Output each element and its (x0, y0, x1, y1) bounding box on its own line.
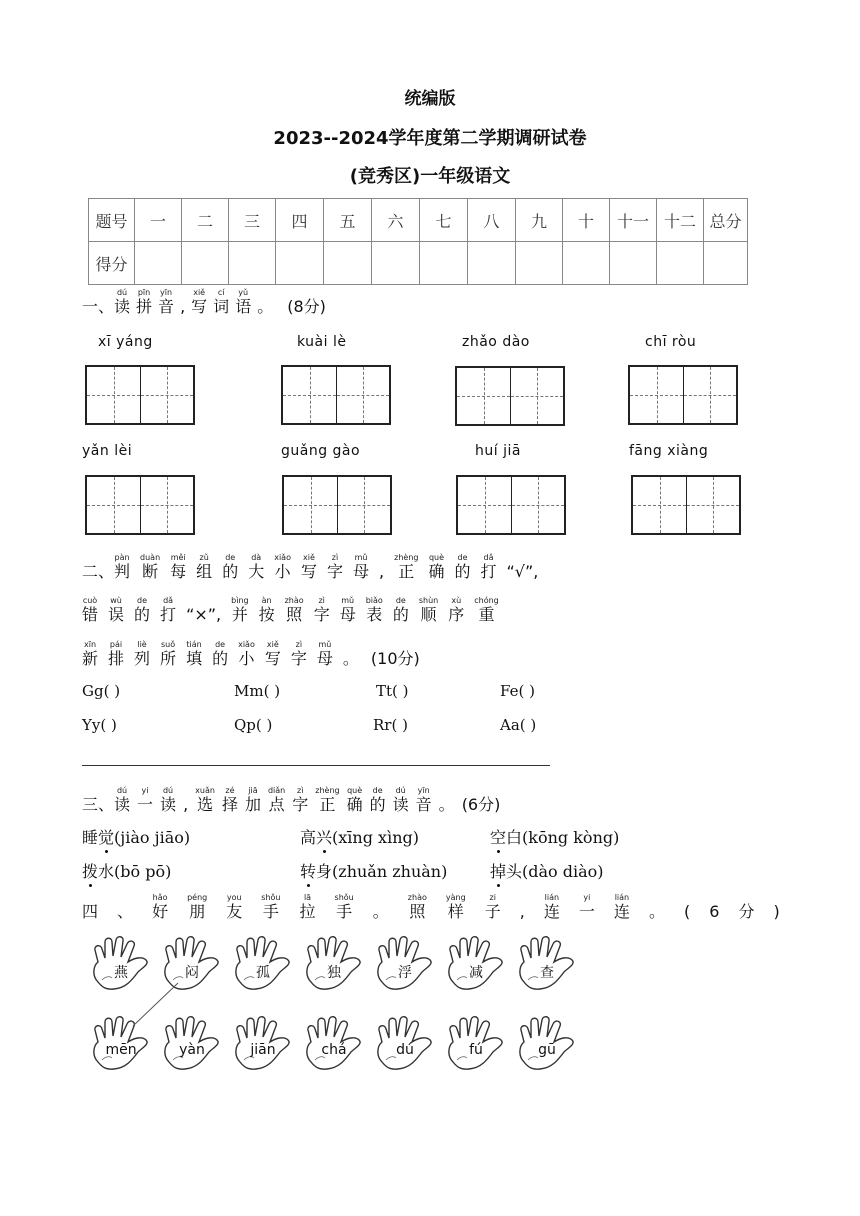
pinyin-char: měi 每 (170, 553, 187, 581)
edition-label: 统编版 (404, 89, 456, 109)
pinyin-char: duàn 断 (140, 553, 161, 581)
pinyin-char: què 确 (428, 553, 445, 581)
pinyin-char: 。 (342, 649, 359, 668)
writing-grid-8[interactable] (631, 475, 741, 535)
pinyin-char: bìng 并 (231, 596, 249, 624)
exam-subtitle: (竞秀区)一年级语文 (349, 166, 511, 187)
score-cell-12[interactable] (657, 242, 704, 285)
pinyin-char: zhèng 正 (315, 786, 340, 814)
pinyin-char: lián 连 (543, 893, 560, 921)
pinyin-char: pái 排 (108, 640, 125, 668)
pinyin-char: de 的 (454, 553, 471, 581)
score-table-header-row (89, 199, 748, 242)
pinyin-hand-label: dú (396, 1042, 414, 1058)
score-table (88, 198, 748, 285)
pinyin-char: pàn 判 (114, 553, 131, 581)
writing-grid-4[interactable] (628, 365, 738, 425)
score-table-col-4: 四 (276, 199, 324, 242)
pinyin-char: shǒu 手 (334, 893, 354, 921)
score-table-row1-label: 题号 (89, 199, 135, 242)
pinyin-char: shùn 顺 (418, 596, 439, 624)
pinyin-char: yi 一 (137, 786, 154, 814)
pinyin-char: dú 读 (114, 288, 131, 316)
pinyin-hand[interactable] (303, 1016, 365, 1074)
pinyin-char: 分 (738, 902, 755, 921)
pinyin-char: , (379, 562, 385, 581)
character-hand[interactable] (161, 936, 223, 994)
q3-score: (6分) (461, 795, 501, 814)
pinyin-char: yi 一 (578, 893, 595, 921)
pinyin-char: lā 拉 (299, 893, 316, 921)
pinyin-hand-label: fú (469, 1042, 483, 1058)
pinyin-char: xiě 写 (264, 640, 281, 668)
pinyin-char: mǔ 母 (316, 640, 333, 668)
pinyin-char: dà 大 (248, 553, 265, 581)
read-item-diaotou[interactable]: 掉头(dào diào) (490, 859, 604, 882)
score-table-col-9: 九 (516, 199, 563, 242)
q3-heading (82, 786, 500, 815)
pinyin-char: zǔ 组 (196, 553, 213, 581)
pinyin-char: hǎo 好 (152, 893, 169, 921)
pinyin-hand[interactable] (90, 1016, 152, 1074)
pinyin-char: mǔ 母 (353, 553, 370, 581)
letter-pair-mm[interactable]: Mm( ) (234, 682, 281, 700)
pinyin-char: àn 按 (258, 596, 275, 624)
pinyin-hand-label: jiān (250, 1042, 276, 1058)
writing-grid-1[interactable] (85, 365, 195, 425)
q1-pinyin-6: guǎng gào (281, 443, 361, 459)
character-hand[interactable] (445, 936, 507, 994)
pinyin-char: chóng 重 (474, 596, 499, 624)
q1-pinyin-4: chī ròu (645, 334, 697, 350)
score-table-col-13: 总分 (704, 199, 748, 242)
pinyin-char: zì 字 (313, 596, 330, 624)
pinyin-char: zhào 照 (407, 893, 427, 921)
pinyin-char: diǎn 点 (267, 786, 286, 814)
pinyin-char: 、 (117, 902, 134, 921)
score-table-col-11: 十一 (610, 199, 657, 242)
score-table-col-8: 八 (468, 199, 516, 242)
q1-pinyin-5: yǎn lèi (82, 443, 133, 459)
pinyin-char: , (519, 902, 525, 921)
score-cell-2[interactable] (182, 242, 229, 285)
answer-line[interactable] (82, 765, 550, 766)
q1-score: (8分) (287, 297, 326, 316)
q4-heading (82, 893, 780, 922)
score-table-col-1: 一 (135, 199, 182, 242)
q1-pinyin-2: kuài lè (297, 334, 347, 350)
score-cell-5[interactable] (324, 242, 372, 285)
pinyin-char: zhèng 正 (394, 553, 419, 581)
letter-pair-tt[interactable]: Tt( ) (376, 682, 409, 700)
pinyin-char: 6 (709, 902, 720, 921)
pinyin-char: cuò 错 (82, 596, 99, 624)
pinyin-char: yīn 音 (158, 288, 175, 316)
pinyin-char: 。 (257, 297, 274, 316)
pinyin-char: zhào 照 (284, 596, 304, 624)
score-table-col-2: 二 (182, 199, 229, 242)
pinyin-char: “√”, (506, 562, 539, 581)
pinyin-char: què 确 (346, 786, 363, 814)
pinyin-char: mǔ 母 (339, 596, 356, 624)
pinyin-char: xiě 写 (191, 288, 208, 316)
pinyin-char: zi 子 (484, 893, 501, 921)
writing-grid-5[interactable] (85, 475, 195, 535)
character-hand-label: 燕 (114, 965, 128, 981)
q2-score: (10分) (370, 649, 420, 668)
read-item-gaoxing[interactable]: 高兴(xīng xìng) (300, 825, 419, 848)
pinyin-char: zì 字 (290, 640, 307, 668)
score-cell-6[interactable] (372, 242, 420, 285)
q3-number: 三、 (82, 795, 115, 814)
character-hand[interactable] (516, 936, 578, 994)
letter-pair-yy[interactable]: Yy( ) (82, 716, 117, 734)
score-table-col-7: 七 (420, 199, 468, 242)
q1-pinyin-7: huí jiā (475, 443, 521, 459)
score-table-col-10: 十 (563, 199, 610, 242)
pinyin-char: xiě 写 (300, 553, 317, 581)
pinyin-char: shǒu 手 (261, 893, 281, 921)
score-table-col-6: 六 (372, 199, 420, 242)
score-cell-9[interactable] (516, 242, 563, 285)
character-hand[interactable] (90, 936, 152, 994)
score-table-col-12: 十二 (657, 199, 704, 242)
pinyin-char: de 的 (392, 596, 409, 624)
score-table-col-5: 五 (324, 199, 372, 242)
score-cell-11[interactable] (610, 242, 657, 285)
pinyin-char: ) (773, 902, 780, 921)
pinyin-char: xuǎn 选 (195, 786, 215, 814)
pinyin-char: 。 (372, 902, 389, 921)
character-hand-label: 查 (540, 965, 554, 981)
pinyin-char: de 的 (212, 640, 229, 668)
pinyin-char: 。 (438, 795, 455, 814)
pinyin-char: liè 列 (134, 640, 151, 668)
read-item-kongbai[interactable]: 空白(kōng kòng) (490, 825, 619, 848)
score-table-col-3: 三 (229, 199, 276, 242)
read-item-zhuanshen[interactable]: 转身(zhuǎn zhuàn) (300, 859, 447, 882)
pinyin-char: yǔ 语 (235, 288, 252, 316)
q1-pinyin-8: fāng xiàng (629, 443, 709, 459)
pinyin-char: dú 读 (114, 786, 131, 814)
pinyin-hand-label: yàn (179, 1042, 205, 1058)
pinyin-char: suǒ 所 (160, 640, 177, 668)
pinyin-char: biǎo 表 (365, 596, 383, 624)
q2-number: 二、 (82, 562, 115, 581)
character-hand-label: 闷 (185, 965, 199, 981)
pinyin-char: , (183, 795, 189, 814)
letter-pair-qp[interactable]: Qp( ) (234, 716, 273, 734)
character-hand-label: 浮 (398, 965, 412, 981)
q1-heading (82, 288, 326, 317)
writing-grid-6[interactable] (282, 475, 392, 535)
pinyin-char: dú 读 (392, 786, 409, 814)
pinyin-char: jiā 加 (244, 786, 261, 814)
score-cell-13[interactable] (704, 242, 748, 285)
pinyin-char: cí 词 (213, 288, 230, 316)
writing-grid-7[interactable] (456, 475, 566, 535)
character-hand[interactable] (232, 936, 294, 994)
exam-title: 2023--2024学年度第二学期调研试卷 (273, 128, 587, 149)
pinyin-hand[interactable] (161, 1016, 223, 1074)
pinyin-char: zì 字 (292, 786, 309, 814)
pinyin-char: wù 误 (108, 596, 125, 624)
pinyin-char: “×”, (186, 605, 222, 624)
q1-pinyin-1: xī yáng (98, 334, 153, 350)
character-hand-label: 减 (469, 965, 483, 981)
pinyin-hand[interactable] (516, 1016, 578, 1074)
pinyin-char: dǎ 打 (480, 553, 497, 581)
pinyin-char: dú 读 (160, 786, 177, 814)
pinyin-char: yàng 样 (445, 893, 466, 921)
score-cell-7[interactable] (420, 242, 468, 285)
writing-grid-2[interactable] (281, 365, 391, 425)
score-cell-10[interactable] (563, 242, 610, 285)
pinyin-char: , (180, 297, 186, 316)
character-hand-label: 独 (327, 965, 341, 981)
pinyin-char: tián 填 (186, 640, 203, 668)
writing-grid-3[interactable] (455, 366, 565, 426)
character-hand[interactable] (303, 936, 365, 994)
pinyin-hand[interactable] (445, 1016, 507, 1074)
character-hand[interactable] (374, 936, 436, 994)
pinyin-hand-label: chá (321, 1042, 347, 1058)
score-cell-4[interactable] (276, 242, 324, 285)
pinyin-char: xīn 新 (82, 640, 99, 668)
pinyin-char: péng 朋 (187, 893, 208, 921)
read-item-boshui[interactable]: 拨水(bō pō) (82, 859, 171, 882)
pinyin-char: de 的 (222, 553, 239, 581)
pinyin-char: yīn 音 (415, 786, 432, 814)
read-item-shuijiao[interactable]: 睡觉(jiào jiāo) (82, 825, 190, 848)
pinyin-char: zé 择 (221, 786, 238, 814)
pinyin-hand-label: gū (538, 1042, 556, 1058)
pinyin-char: you 友 (226, 893, 243, 921)
pinyin-char: dǎ 打 (160, 596, 177, 624)
pinyin-hand[interactable] (232, 1016, 294, 1074)
score-table-score-row (89, 242, 748, 285)
pinyin-char: xiǎo 小 (274, 553, 291, 581)
pinyin-char: xiǎo 小 (238, 640, 255, 668)
score-table-row2-label: 得分 (89, 242, 135, 285)
score-cell-8[interactable] (468, 242, 516, 285)
score-cell-3[interactable] (229, 242, 276, 285)
pinyin-char: xù 序 (448, 596, 465, 624)
pinyin-char: de 的 (369, 786, 386, 814)
pinyin-hand[interactable] (374, 1016, 436, 1074)
score-cell-1[interactable] (135, 242, 182, 285)
q2-heading-line2 (82, 596, 509, 625)
pinyin-char: de 的 (134, 596, 151, 624)
character-hand-label: 孤 (256, 965, 270, 981)
q2-heading-line3 (82, 640, 420, 669)
letter-pair-aa[interactable]: Aa( ) (500, 716, 537, 734)
pinyin-hand-label: mēn (105, 1042, 137, 1058)
q1-number: 一、 (82, 297, 115, 316)
letter-pair-gg[interactable]: Gg( ) (82, 682, 121, 700)
q4-number: 四 (82, 902, 99, 921)
letter-pair-fe[interactable]: Fe( ) (500, 682, 535, 700)
q2-heading-line1 (82, 553, 548, 582)
pinyin-char: lián 连 (613, 893, 630, 921)
pinyin-char: pīn 拼 (136, 288, 153, 316)
pinyin-char: 。 (648, 902, 665, 921)
pinyin-char: ( (683, 902, 691, 921)
pinyin-char: zì 字 (327, 553, 344, 581)
letter-pair-rr[interactable]: Rr( ) (373, 716, 408, 734)
q1-pinyin-3: zhǎo dào (462, 334, 530, 350)
